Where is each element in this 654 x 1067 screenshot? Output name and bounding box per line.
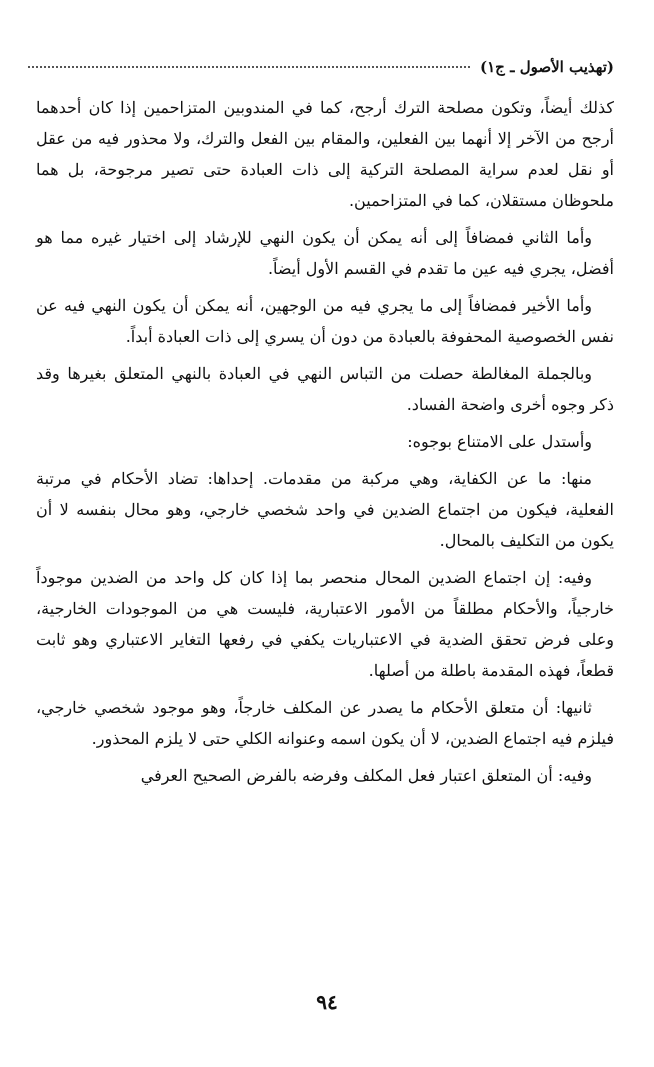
paragraph: وأما الأخير فمضافاً إلى ما يجري فيه من الوجهين، أنه يمكن أن يكون النهي فيه عن نفس الخصوصية المحفوفة بالعبادة من دون أن يسري إلى ذات العبادة أبداً. — [36, 296, 614, 346]
page-body — [36, 92, 614, 797]
header-dotted-leader — [28, 66, 470, 68]
paragraph: وأستدل على الامتناع بوجوه: — [407, 432, 592, 451]
paragraph: ثانيها: أن متعلق الأحكام ما يصدر عن المكلف خارجاً، وهو موجود شخصي خارجي، فيلزم فيه اجتماع الضدين، لا أن يكون اسمه وعنوانه الكلي حتى لا يلزم المحذور. — [36, 698, 614, 748]
header-title: (تهذيب الأصول ـ ج١) — [480, 58, 614, 76]
running-header — [28, 56, 614, 78]
paragraph: منها: ما عن الكفاية، وهي مركبة من مقدمات. إحداها: تضاد الأحكام في مرتبة الفعلية، فيكون من اجتماع الضدين في واحد شخصي خارجي، وهو محال بنفسه لا أن يكون من التكليف بالمحال. — [36, 469, 614, 550]
page-number: ٩٤ — [316, 990, 338, 1014]
paragraph: وبالجملة المغالطة حصلت من التباس النهي في العبادة بالنهي المتعلق بغيرها وقد ذكر وجوه أخرى واضحة الفساد. — [36, 364, 614, 414]
paragraph: وأما الثاني فمضافاً إلى أنه يمكن أن يكون النهي للإرشاد إلى اختيار غيره مما هو أفضل، يجري فيه عين ما تقدم في القسم الأول أيضاً. — [36, 228, 614, 278]
paragraph: وفيه: أن المتعلق اعتبار فعل المكلف وفرضه بالفرض الصحيح العرفي — [140, 766, 592, 785]
paragraph: وفيه: إن اجتماع الضدين المحال منحصر بما إذا كان كل واحد من الضدين موجوداً خارجياً، والأحكام مطلقاً من الأمور الاعتبارية، فليست هي من الموجودات الخارجية، وعلى فرض تحقق الضدية في الاعتباريات يكفي في رفعها التغاير الاعتباري وهو ثابت قطعاً، فهذه المقدمة باطلة من أصلها. — [36, 568, 614, 680]
paragraph: كذلك أيضاً، وتكون مصلحة الترك أرجح، كما في المندوبين المتزاحمين إذا كان أحدهما أرجح من الآخر إلا أنهما بين الفعلين، والمقام بين الفعل والترك، ولا محذور فيه من عقل أو نقل لعدم سراية المصلحة التركية إلى ذات العبادة حتى تصير مرجوحة، بل هما ملحوظان مستقلان، كما في المتزاحمين. — [36, 98, 615, 210]
